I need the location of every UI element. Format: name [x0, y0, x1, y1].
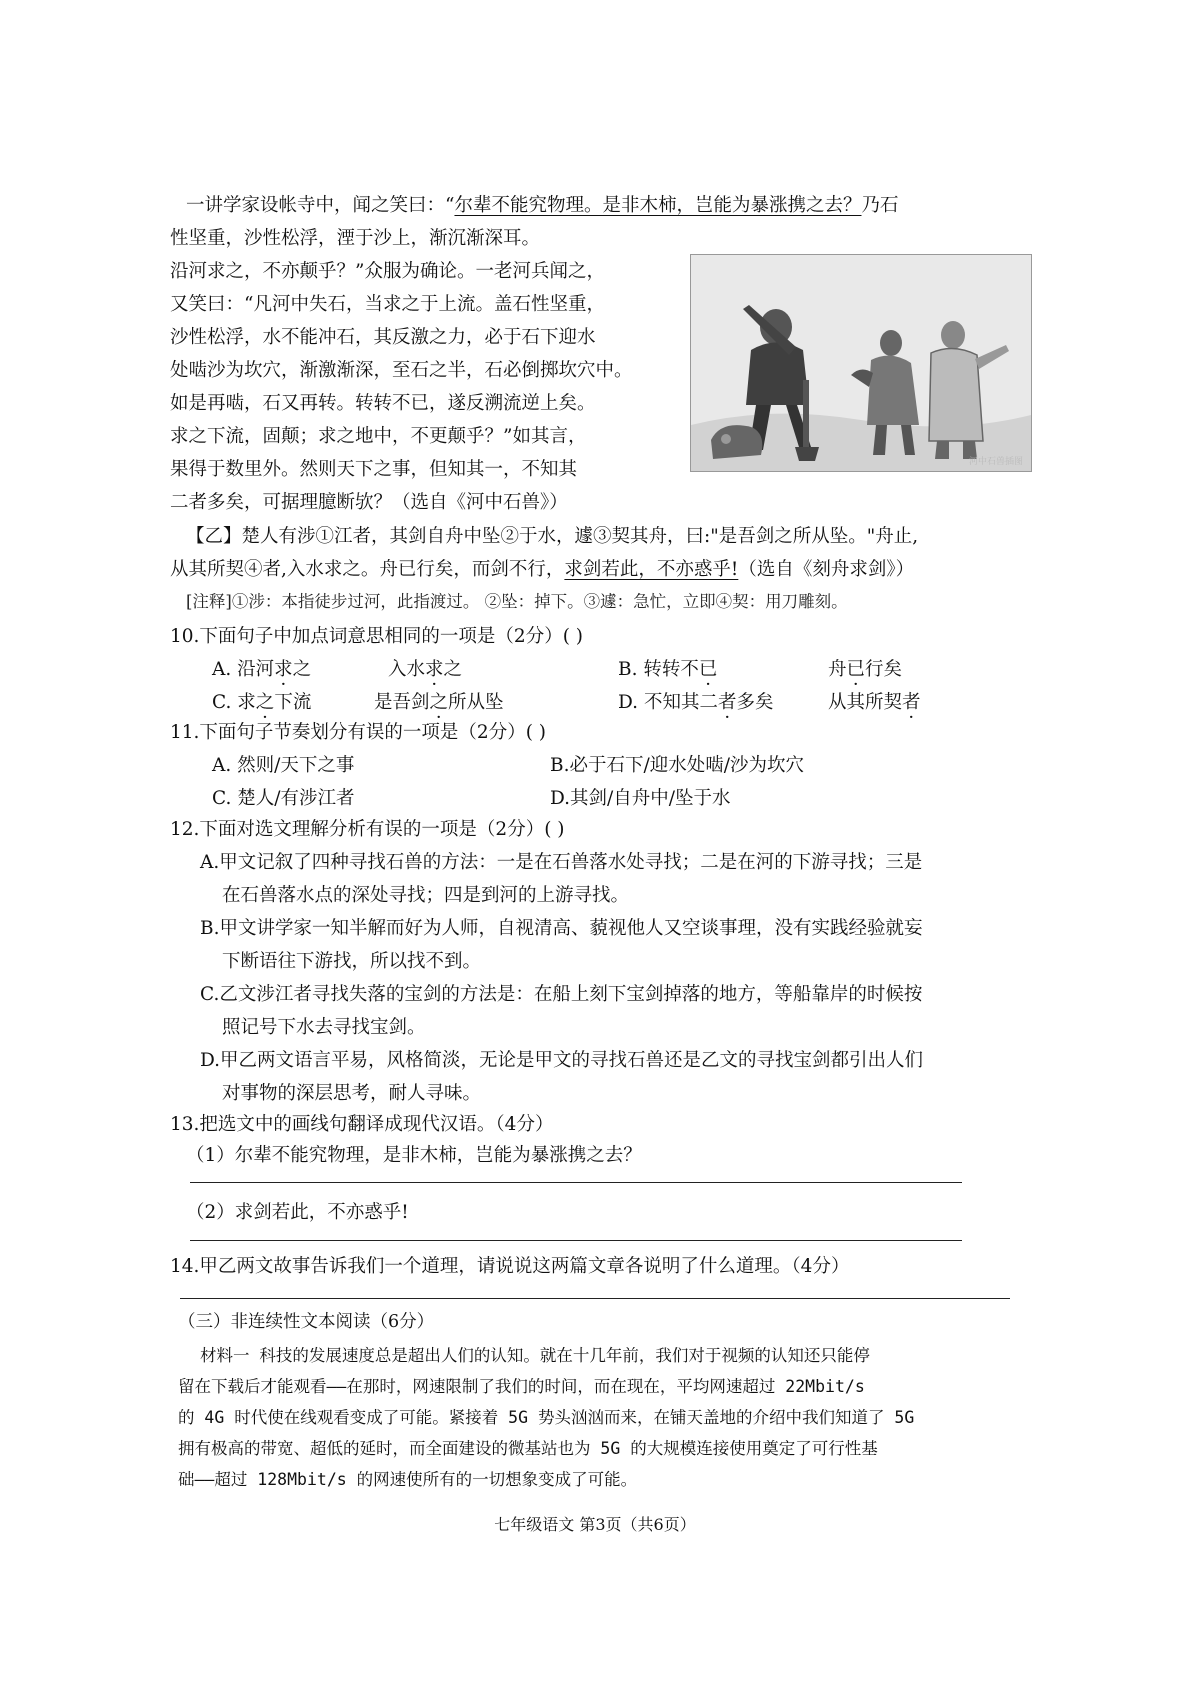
q11-stem: 11.下面句子节奏划分有误的一项是（2分）( ): [170, 722, 547, 743]
q10-option-d-2: 从其所契者: [828, 692, 921, 713]
annotation-note: [注释]①涉：本指徒步过河，此指渡过。 ②坠：掉下。③遽：急忙，立即④契：用刀雕刻。: [186, 592, 848, 611]
passage-yi-line-1: 【乙】楚人有涉①江者，其剑自舟中坠②于水，遽③契其舟，曰:"是吾剑之所从坠。"舟止,: [186, 526, 919, 547]
story-illustration: [690, 254, 1032, 472]
q12-option-c-cont: 照记号下水去寻找宝剑。: [222, 1017, 426, 1038]
passage-jia-line-6: 处啮沙为坎穴，渐激渐深，至石之半，石必倒掷坎穴中。: [170, 360, 633, 381]
passage-jia-line-7: 如是再啮，石又再转。转转不已，遂反溯流逆上矣。: [170, 393, 596, 414]
q12-option-c: C.乙文涉江者寻找失落的宝剑的方法是：在船上刻下宝剑掉落的地方，等船靠岸的时候按: [200, 984, 923, 1005]
q14-answer-line[interactable]: [180, 1298, 1010, 1299]
q12-option-a-cont: 在石兽落水点的深处寻找；四是到河的上游寻找。: [222, 885, 630, 906]
q12-option-d: D.甲乙两文语言平易，风格简淡，无论是甲文的寻找石兽还是乙文的寻找宝剑都引出人们: [200, 1050, 924, 1071]
passage-jia-line-2: 性坚重，沙性松浮，湮于沙上，渐沉渐深耳。: [170, 228, 541, 249]
q14-stem: 14.甲乙两文故事告诉我们一个道理，请说说这两篇文章各说明了什么道理。（4分）: [170, 1256, 850, 1277]
q10-stem: 10.下面句子中加点词意思相同的一项是（2分）( ): [170, 626, 584, 647]
page-footer: 七年级语文 第3页（共6页）: [494, 1515, 696, 1534]
q10-option-b-2: 舟已行矣: [828, 659, 903, 680]
material1-line-2: 留在下载后才能观看——在那时，网速限制了我们的时间，而在现在，平均网速超过 22Mbit/s: [178, 1377, 865, 1396]
passage-jia-line-9: 果得于数里外。然则天下之事，但知其一，不知其: [170, 459, 578, 480]
q11-option-d: D.其剑/自舟中/坠于水: [550, 788, 731, 809]
q13-answer-line-1[interactable]: [190, 1182, 962, 1183]
q13-stem: 13.把选文中的画线句翻译成现代汉语。（4分）: [170, 1114, 554, 1135]
passage-jia-line-8: 求之下流，固颠；求之地中，不更颠乎？”如其言，: [170, 426, 587, 447]
material1-line-5: 础——超过 128Mbit/s 的网速使所有的一切想象变成了可能。: [178, 1470, 638, 1489]
q13-sentence-1: （1）尔辈不能究物理，是非木柿，岂能为暴涨携之去？: [186, 1145, 642, 1166]
passage-jia-line-5: 沙性松浮，水不能冲石，其反激之力，必于石下迎水: [170, 327, 596, 348]
q10-option-c: C. 求之下流: [212, 692, 312, 713]
material1-line-1: 材料一 科技的发展速度总是超出人们的认知。就在十几年前，我们对于视频的认知还只能停: [200, 1346, 870, 1365]
q10-option-a: A. 沿河求之: [212, 659, 312, 680]
q11-option-c: C. 楚人/有涉江者: [212, 788, 355, 809]
illustration-art: [691, 255, 1031, 471]
q11-option-a: A. 然则/天下之事: [212, 755, 355, 776]
passage-yi-line-2: 从其所契④者,入水求之。舟已行矣，而剑不行，求剑若此，不亦惑乎!（选自《刻舟求剑》）: [170, 559, 915, 580]
passage-jia-line-1: 一讲学家设帐寺中，闻之笑曰：“尔辈不能究物理。是非木柿，岂能为暴涨携之去？乃石: [186, 195, 899, 216]
passage-jia-line-10: 二者多矣，可据理臆断欤？（选自《河中石兽》）: [170, 492, 568, 513]
q13-sentence-2: （2）求剑若此，不亦惑乎!: [186, 1202, 409, 1223]
material1-line-3: 的 4G 时代使在线观看变成了可能。紧接着 5G 势头汹汹而来，在铺天盖地的介绍中我们知道了 5G: [178, 1408, 915, 1427]
q10-option-c-2: 是吾剑之所从坠: [374, 692, 504, 713]
q12-option-d-cont: 对事物的深层思考，耐人寻味。: [222, 1083, 482, 1104]
q13-answer-line-2[interactable]: [190, 1240, 962, 1241]
q12-option-b: B.甲文讲学家一知半解而好为人师，自视清高、藐视他人又空谈事理，没有实践经验就妄: [200, 918, 923, 939]
passage-jia-line-3: 沿河求之，不亦颠乎？”众服为确论。一老河兵闻之，: [170, 261, 605, 282]
q12-option-b-cont: 下断语往下游找，所以找不到。: [222, 951, 482, 972]
q10-option-a-2: 入水求之: [388, 659, 463, 680]
underlined-sentence-2: 求剑若此，不亦惑乎!: [564, 559, 739, 580]
q12-option-a: A.甲文记叙了四种寻找石兽的方法：一是在石兽落水处寻找；二是在河的下游寻找；三是: [200, 852, 923, 873]
q10-option-d: D. 不知其二者多矣: [618, 692, 774, 713]
q10-option-b: B. 转转不已: [618, 659, 718, 680]
illustration-watermark: 河中石兽插图: [968, 457, 1023, 467]
section3-heading: （三）非连续性文本阅读（6分）: [178, 1312, 435, 1332]
material1-line-4: 拥有极高的带宽、超低的延时，而全面建设的微基站也为 5G 的大规模连接使用奠定了可行性基: [178, 1439, 878, 1458]
q11-option-b: B.必于石下/迎水处啮/沙为坎穴: [550, 755, 804, 776]
underlined-sentence-1: 尔辈不能究物理。是非木柿，岂能为暴涨携之去？: [454, 195, 862, 216]
passage-jia-line-4: 又笑曰：“凡河中失石，当求之于上流。盖石性坚重，: [170, 294, 605, 315]
q12-stem: 12.下面对选文理解分析有误的一项是（2分）( ): [170, 819, 565, 840]
